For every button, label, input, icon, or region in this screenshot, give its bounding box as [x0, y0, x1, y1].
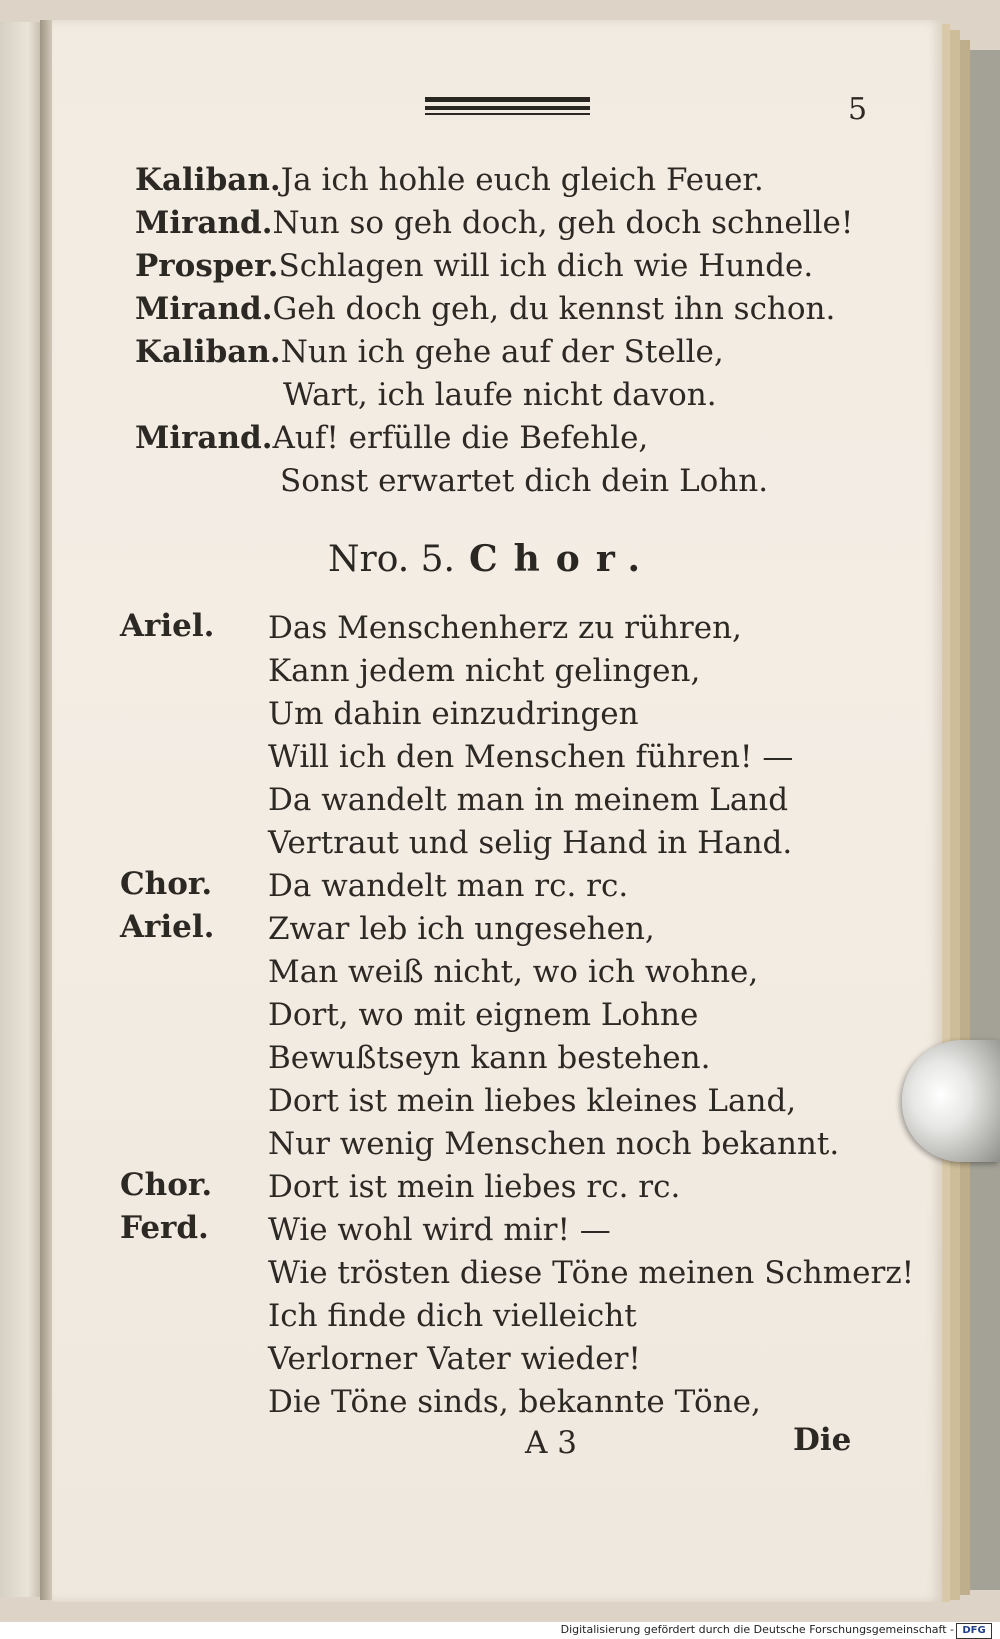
verse-line: Vertraut und selig Hand in Hand. [268, 825, 793, 861]
verse-speaker: Ariel. [120, 608, 215, 644]
verse-line: Wie wohl wird mir! — [268, 1212, 611, 1248]
verse-line: Kann jedem nicht gelingen, [268, 653, 701, 689]
dialogue-line [135, 332, 724, 372]
verse-speaker: Chor. [120, 1167, 213, 1203]
dfg-logo: DFG [956, 1623, 992, 1639]
dialogue-line [135, 203, 853, 243]
digitization-credit: Digitalisierung gefördert durch die Deutsche Forschungsgemeinschaft - [560, 1623, 954, 1636]
section-title: Chor. [468, 538, 657, 580]
verse-line: Da wandelt man rc. rc. [268, 868, 629, 904]
verse-line: Da wandelt man in meinem Land [268, 782, 789, 818]
dialogue-line [135, 418, 648, 458]
verse-line: Nur wenig Menschen noch bekannt. [268, 1126, 840, 1162]
page-stack-edge [960, 40, 970, 1595]
section-number: Nro. 5. [328, 539, 455, 580]
verse-speaker: Ferd. [120, 1210, 209, 1246]
line-text: Nun ich gehe auf der Stelle, [280, 334, 724, 370]
dialogue-line [135, 246, 813, 286]
speaker-name: Kaliban. [135, 162, 281, 198]
ornamental-rule [425, 97, 590, 102]
verse-line: Wie trösten diese Töne meinen Schmerz! [268, 1255, 915, 1291]
page-number: 5 [848, 92, 868, 127]
dialogue-line [135, 289, 835, 329]
verse-line: Dort ist mein liebes rc. rc. [268, 1169, 681, 1205]
section-heading [328, 538, 656, 580]
verse-line: Bewußtseyn kann bestehen. [268, 1040, 711, 1076]
signature-mark: A 3 [525, 1425, 577, 1461]
dialogue-line [135, 160, 764, 200]
page-stack-edge [950, 30, 960, 1600]
verse-line: Dort, wo mit eignem Lohne [268, 997, 699, 1033]
line-text: Geh doch geh, du kennst ihn schon. [272, 291, 836, 327]
line-text: Auf! erfülle die Befehle, [272, 420, 649, 456]
line-text: Wart, ich laufe nicht davon. [283, 377, 717, 413]
dialogue-line [283, 375, 717, 415]
verse-line: Zwar leb ich ungesehen, [268, 911, 655, 947]
line-text: Sonst erwartet dich dein Lohn. [280, 463, 769, 499]
verse-line: Will ich den Menschen führen! — [268, 739, 794, 775]
catchword: Die [793, 1422, 852, 1458]
verse-line: Verlorner Vater wieder! [268, 1341, 641, 1377]
verse-line: Dort ist mein liebes kleines Land, [268, 1083, 797, 1119]
verse-line: Um dahin einzudringen [268, 696, 639, 732]
verse-line: Ich finde dich vielleicht [268, 1298, 637, 1334]
verse-line: Man weiß nicht, wo ich wohne, [268, 954, 759, 990]
book-cover-edge [970, 50, 1000, 1590]
line-text: Nun so geh doch, geh doch schnelle! [272, 205, 854, 241]
verse-line: Die Töne sinds, bekannte Töne, [268, 1384, 761, 1420]
speaker-name: Mirand. [135, 420, 273, 456]
speaker-name: Mirand. [135, 205, 273, 241]
speaker-name: Mirand. [135, 291, 273, 327]
verse-line: Das Menschenherz zu rühren, [268, 610, 742, 646]
line-text: Schlagen will ich dich wie Hunde. [278, 248, 814, 284]
speaker-name: Prosper. [135, 248, 279, 284]
page-stack-edge [942, 24, 950, 1602]
ornamental-rule [425, 106, 590, 110]
facing-page-edge [0, 22, 42, 1597]
speaker-name: Kaliban. [135, 334, 281, 370]
verse-speaker: Chor. [120, 866, 213, 902]
dialogue-line [280, 461, 768, 501]
ornamental-rule [425, 113, 590, 115]
line-text: Ja ich hohle euch gleich Feuer. [280, 162, 764, 198]
verse-speaker: Ariel. [120, 909, 215, 945]
